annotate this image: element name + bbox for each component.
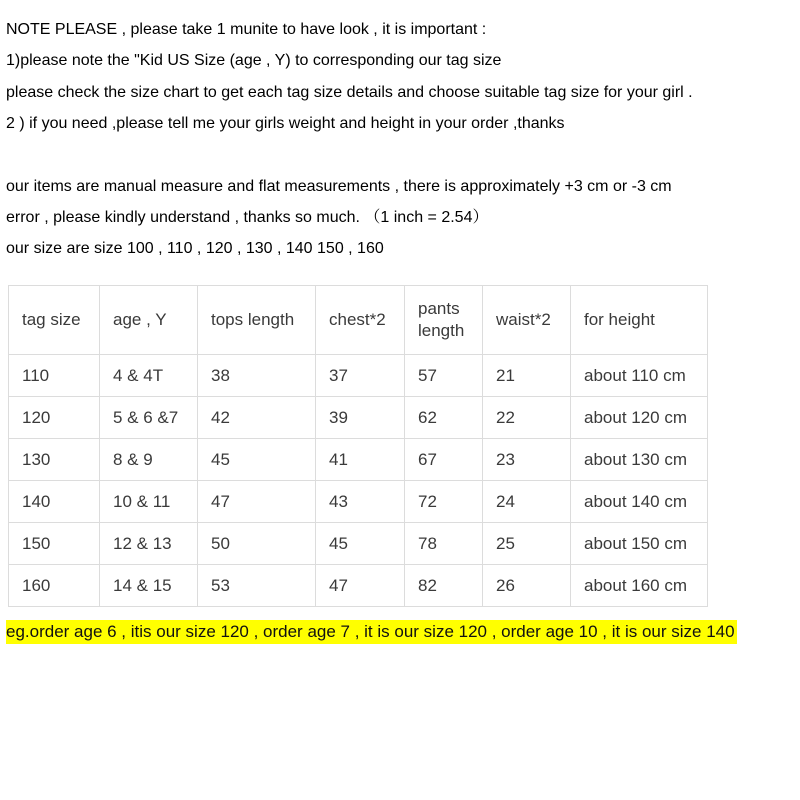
note-line-measurement: our items are manual measure and flat measurements , there is approximately +3 cm or -3 cm [6,178,672,195]
cell-tag-size: 140 [9,481,100,523]
cell-chest: 37 [316,355,405,397]
cell-pants-length: 72 [405,481,483,523]
cell-waist: 24 [483,481,571,523]
cell-waist: 21 [483,355,571,397]
cell-tag-size: 160 [9,565,100,607]
table-row [9,355,708,397]
cell-tops-length: 42 [198,397,316,439]
table-row [9,523,708,565]
cell-tag-size: 130 [9,439,100,481]
table-row [9,439,708,481]
cell-for-height: about 160 cm [571,565,708,607]
cell-pants-length: 82 [405,565,483,607]
table-row [9,481,708,523]
cell-age: 4 & 4T [100,355,198,397]
cell-pants-length: 78 [405,523,483,565]
cell-for-height: about 120 cm [571,397,708,439]
cell-waist: 26 [483,565,571,607]
header-for-height: for height [571,286,708,355]
cell-tag-size: 110 [9,355,100,397]
cell-pants-length: 67 [405,439,483,481]
header-age: age , Y [100,286,198,355]
cell-age: 12 & 13 [100,523,198,565]
cell-chest: 39 [316,397,405,439]
cell-pants-length: 62 [405,397,483,439]
note-line-important: NOTE PLEASE , please take 1 munite to have look , it is important : [6,21,487,38]
cell-waist: 25 [483,523,571,565]
cell-tops-length: 45 [198,439,316,481]
cell-tag-size: 150 [9,523,100,565]
table-row [9,565,708,607]
cell-tops-length: 53 [198,565,316,607]
header-waist: waist*2 [483,286,571,355]
header-tag-size: tag size [9,286,100,355]
header-tops-length: tops length [198,286,316,355]
cell-chest: 41 [316,439,405,481]
header-pants-length: pants length [405,286,483,355]
cell-for-height: about 130 cm [571,439,708,481]
header-row [9,286,708,355]
size-chart-header [9,286,708,355]
cell-chest: 43 [316,481,405,523]
table-row [9,397,708,439]
note-line-sizes: our size are size 100 , 110 , 120 , 130 , 140 150 , 160 [6,240,384,257]
cell-for-height: about 110 cm [571,355,708,397]
size-chart-body [9,355,708,607]
cell-tag-size: 120 [9,397,100,439]
cell-tops-length: 38 [198,355,316,397]
cell-for-height: about 150 cm [571,523,708,565]
note-line-weight-height: 2 ) if you need ,please tell me your girls weight and height in your order ,thanks [6,115,565,132]
note-line-check-chart: please check the size chart to get each tag size details and choose suitable tag size for your girl . [6,84,693,101]
cell-age: 10 & 11 [100,481,198,523]
cell-chest: 45 [316,523,405,565]
cell-for-height: about 140 cm [571,481,708,523]
cell-chest: 47 [316,565,405,607]
header-chest: chest*2 [316,286,405,355]
cell-age: 5 & 6 &7 [100,397,198,439]
size-chart-table [8,285,708,607]
example-highlight: eg.order age 6 , itis our size 120 , order age 7 , it is our size 120 , order age 10 , it is our size 140 [6,620,737,644]
cell-pants-length: 57 [405,355,483,397]
cell-waist: 23 [483,439,571,481]
cell-tops-length: 50 [198,523,316,565]
note-line-size-mapping: 1)please note the "Kid US Size (age , Y) to corresponding our tag size [6,52,502,69]
note-line-error: error , please kindly understand , thanks so much. （1 inch = 2.54） [6,209,489,226]
cell-waist: 22 [483,397,571,439]
cell-age: 14 & 15 [100,565,198,607]
cell-tops-length: 47 [198,481,316,523]
cell-age: 8 & 9 [100,439,198,481]
